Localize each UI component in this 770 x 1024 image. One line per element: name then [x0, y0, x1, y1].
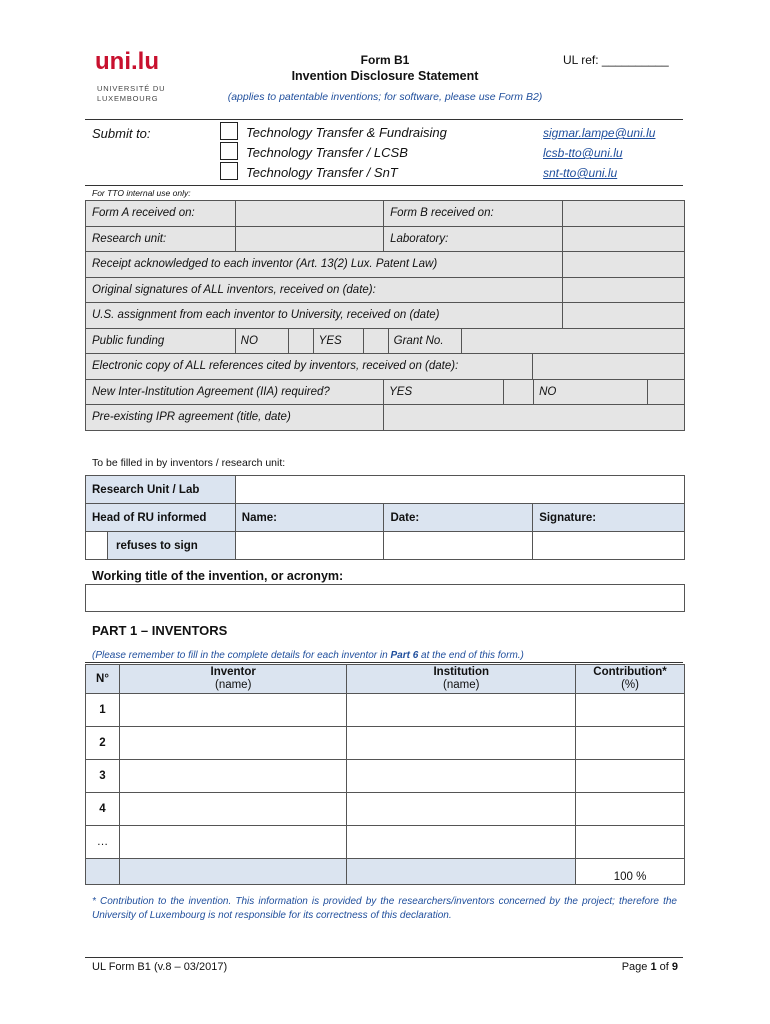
email-link-lcsb[interactable]: lcsb-tto@uni.lu [543, 146, 623, 160]
table-row [86, 727, 685, 760]
inventor-name-cell[interactable] [119, 760, 347, 793]
grant-no-label: Grant No. [389, 329, 462, 354]
part1-heading: PART 1 – INVENTORS [92, 623, 228, 638]
col-inventor-sub: (name) [214, 679, 252, 691]
name-label: Name: [235, 504, 384, 532]
us-assignment-field[interactable] [563, 303, 685, 329]
contribution-cell[interactable] [576, 760, 685, 793]
table-row [86, 277, 685, 303]
iia-yes-box[interactable] [504, 380, 534, 405]
col-contribution-sub: (%) [621, 679, 639, 691]
name-field[interactable] [235, 532, 384, 560]
table-row [86, 826, 685, 859]
funding-yes-box[interactable] [364, 329, 389, 354]
option-tto-lcsb: Technology Transfer / LCSB [246, 145, 408, 160]
total-row [86, 859, 685, 885]
table-row [86, 405, 685, 431]
institution-cell[interactable] [347, 826, 576, 859]
col-contribution-title: Contribution* [593, 666, 667, 678]
footer-page-number [590, 961, 678, 973]
refuses-checkbox[interactable] [86, 532, 108, 560]
form-a-label: Form A received on: [86, 201, 236, 227]
form-b-field[interactable] [563, 201, 685, 227]
research-unit-lab-field[interactable] [235, 476, 684, 504]
row-number: 3 [86, 760, 120, 793]
refuses-label: refuses to sign [107, 532, 235, 560]
remember-post: at the end of this form.) [418, 650, 524, 661]
signatures-label: Original signatures of ALL inventors, received on (date): [86, 277, 563, 303]
col-institution-title: Institution [433, 666, 490, 678]
public-funding-cells [235, 328, 684, 354]
applies-note: (applies to patentable inventions; for software, please use Form B2) [227, 91, 543, 103]
total-row-spacer [347, 859, 576, 885]
col-institution [347, 665, 576, 694]
logo-sub-line1: UNIVERSITÉ DU [97, 84, 166, 93]
row-number: … [86, 826, 120, 859]
table-row [86, 328, 685, 354]
funding-no-label: NO [236, 329, 289, 354]
research-unit-table [85, 475, 685, 560]
table-row [86, 354, 685, 380]
institution-cell[interactable] [347, 694, 576, 727]
iia-cells [384, 379, 685, 405]
total-row-spacer [86, 859, 120, 885]
remember-pre: (Please remember to fill in the complete details for each inventor in [92, 650, 391, 661]
receipt-label: Receipt acknowledged to each inventor (Art. 13(2) Lux. Patent Law) [86, 252, 563, 278]
iia-yes-label: YES [384, 380, 504, 405]
table-row [86, 303, 685, 329]
iia-label: New Inter-Institution Agreement (IIA) required? [86, 379, 384, 405]
institution-cell[interactable] [347, 793, 576, 826]
table-row [86, 793, 685, 826]
tto-caption: For TTO internal use only: [92, 188, 191, 198]
col-institution-sub: (name) [443, 679, 480, 691]
col-inventor [119, 665, 347, 694]
footer-form-id: UL Form B1 (v.8 – 03/2017) [92, 961, 228, 973]
ipr-label: Pre-existing IPR agreement (title, date) [86, 405, 384, 431]
contribution-cell[interactable] [576, 793, 685, 826]
institution-cell[interactable] [347, 727, 576, 760]
funding-no-box[interactable] [289, 329, 314, 354]
table-row [86, 760, 685, 793]
checkbox-tto-fundraising[interactable] [220, 122, 238, 140]
signatures-field[interactable] [563, 277, 685, 303]
checkbox-tto-lcsb[interactable] [220, 142, 238, 160]
footer-divider [85, 957, 683, 958]
ul-ref-field[interactable]: UL ref: __________ [563, 53, 669, 67]
part1-divider [85, 662, 683, 663]
receipt-field[interactable] [563, 252, 685, 278]
email-link-snt[interactable]: snt-tto@uni.lu [543, 166, 618, 180]
of-word: of [656, 961, 672, 973]
option-tto-snt: Technology Transfer / SnT [246, 165, 398, 180]
working-title-label: Working title of the invention, or acronym: [92, 569, 344, 583]
part1-remember-note [92, 650, 524, 661]
form-b-label: Form B received on: [384, 201, 563, 227]
logo-sub-line2: LUXEMBOURG [97, 94, 159, 103]
table-row [86, 379, 685, 405]
page-total: 9 [671, 961, 678, 973]
email-link-fundraising[interactable]: sigmar.lampe@uni.lu [543, 126, 656, 140]
row-number: 4 [86, 793, 120, 826]
table-row [86, 532, 685, 560]
row-number: 2 [86, 727, 120, 760]
col-contribution [576, 665, 685, 694]
contribution-cell[interactable] [576, 727, 685, 760]
col-num: N° [86, 665, 120, 694]
table-row [86, 226, 685, 252]
iia-no-label: NO [534, 380, 648, 405]
contribution-cell[interactable] [576, 694, 685, 727]
signature-label: Signature: [533, 504, 685, 532]
working-title-field[interactable] [85, 584, 685, 612]
header-divider [85, 119, 683, 120]
iia-no-box[interactable] [648, 380, 684, 405]
table-row [86, 476, 685, 504]
page-word: Page [621, 961, 651, 973]
public-funding-label: Public funding [86, 328, 236, 354]
date-field[interactable] [384, 532, 533, 560]
total-row-spacer [119, 859, 347, 885]
electronic-copy-field[interactable] [533, 354, 685, 380]
contribution-total: 100 % [576, 859, 685, 885]
grant-no-field[interactable] [462, 329, 684, 354]
remember-bold: Part 6 [390, 650, 419, 661]
inventor-name-cell[interactable] [119, 727, 347, 760]
university-logo: uni.lu [95, 48, 159, 75]
institution-cell[interactable] [347, 760, 576, 793]
submit-divider [85, 185, 683, 186]
date-label: Date: [384, 504, 533, 532]
form-a-field[interactable] [235, 201, 383, 227]
inventor-name-cell[interactable] [119, 826, 347, 859]
tto-internal-table [85, 200, 685, 431]
table-row [86, 252, 685, 278]
funding-yes-label: YES [314, 329, 364, 354]
option-tto-fundraising: Technology Transfer & Fundraising [246, 125, 447, 140]
table-row [86, 694, 685, 727]
research-unit-field[interactable] [235, 226, 383, 252]
research-unit-lab-label: Research Unit / Lab [86, 476, 236, 504]
contribution-footnote: * Contribution to the invention. This information is provided by the researchers/inventors concerned by the project; therefore the University of Luxembourg is not responsible for its correctness of this declaration. [92, 896, 677, 921]
inventor-name-cell[interactable] [119, 793, 347, 826]
research-unit-label: Research unit: [86, 226, 236, 252]
form-subtitle: Invention Disclosure Statement [291, 69, 479, 83]
inventor-name-cell[interactable] [119, 694, 347, 727]
row-number: 1 [86, 694, 120, 727]
electronic-copy-label: Electronic copy of ALL references cited by inventors, received on (date): [86, 354, 533, 380]
table-row [86, 201, 685, 227]
contribution-cell[interactable] [576, 826, 685, 859]
table-header-row [86, 665, 685, 694]
table-row [86, 504, 685, 532]
laboratory-field[interactable] [563, 226, 685, 252]
ipr-field[interactable] [384, 405, 685, 431]
col-inventor-title: Inventor [210, 666, 256, 678]
checkbox-tto-snt[interactable] [220, 162, 238, 180]
page-current: 1 [650, 961, 657, 973]
signature-field[interactable] [533, 532, 685, 560]
us-assignment-label: U.S. assignment from each inventor to University, received on (date) [86, 303, 563, 329]
inventors-table [85, 664, 685, 885]
inventors-fill-caption: To be filled in by inventors / research unit: [92, 457, 286, 469]
submit-to-label: Submit to: [92, 126, 151, 141]
head-informed-label: Head of RU informed [86, 504, 236, 532]
form-title: Form B1 [360, 53, 410, 67]
laboratory-label: Laboratory: [384, 226, 563, 252]
